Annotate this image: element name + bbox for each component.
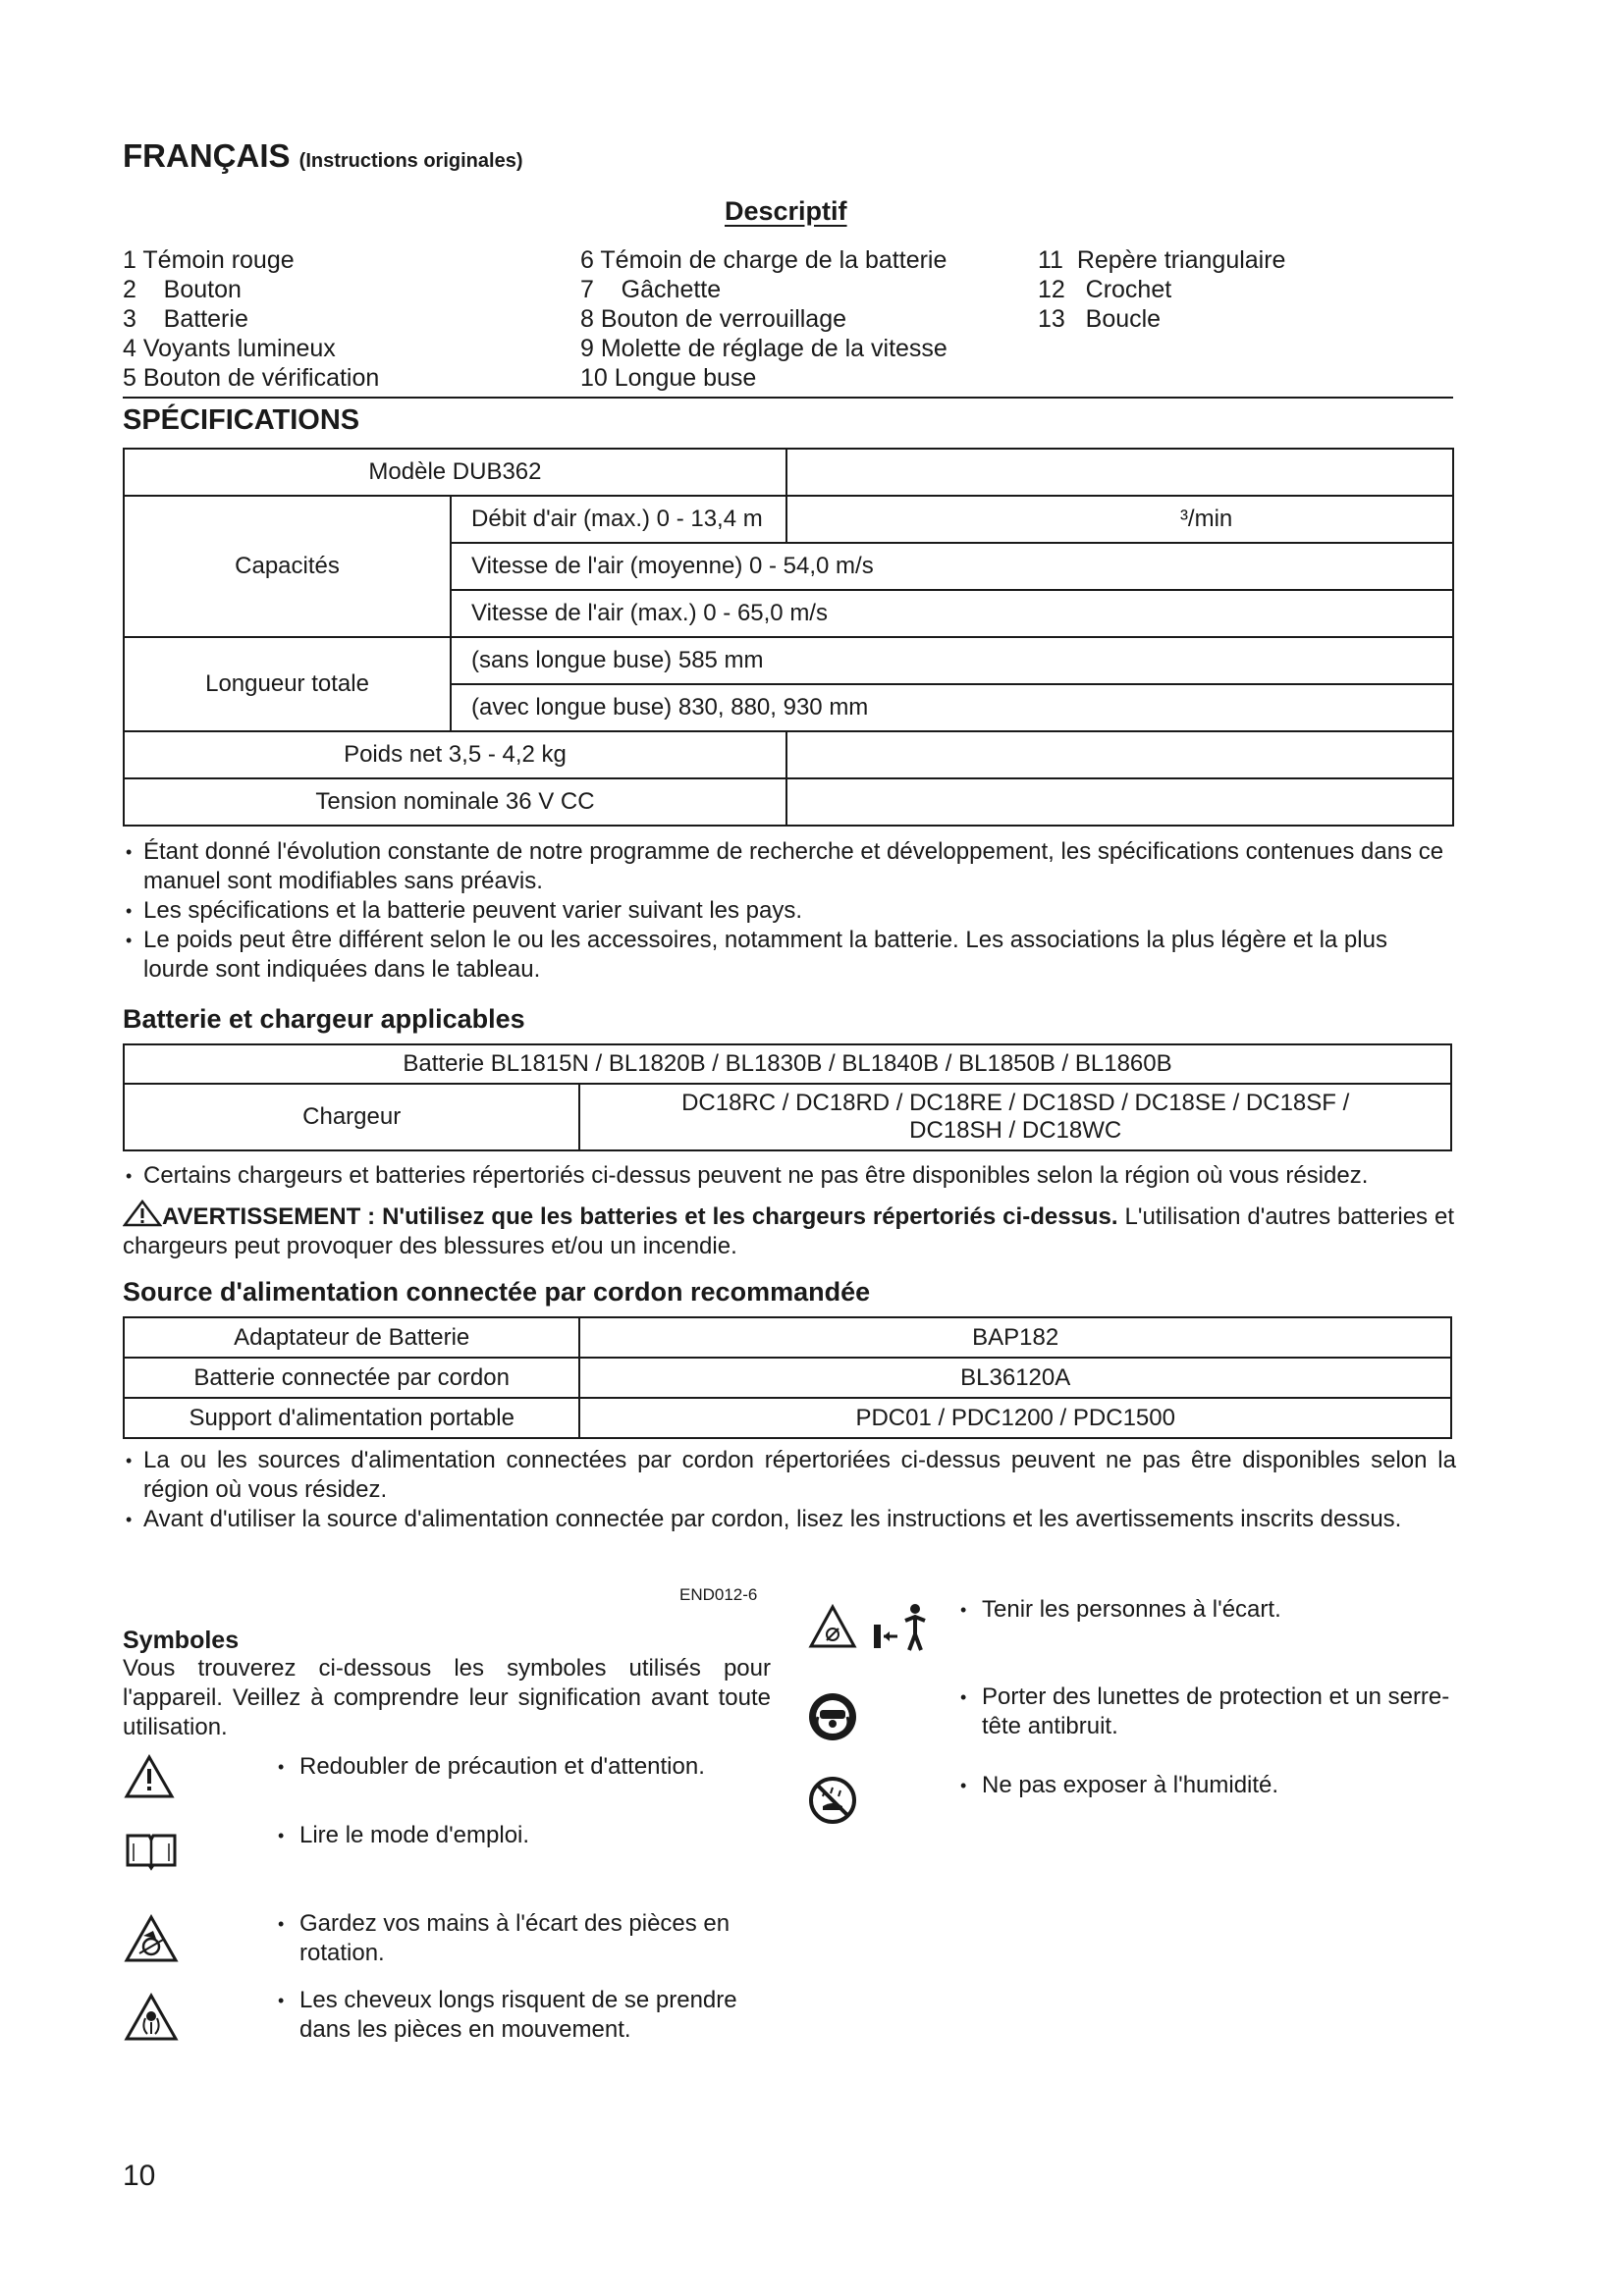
table-row	[124, 1398, 1451, 1438]
keep-bystanders-away-icon	[807, 1597, 935, 1656]
symbol-text: Redoubler de précaution et d'attention.	[299, 1753, 705, 1780]
battery-table	[123, 1043, 1452, 1151]
warning-paragraph	[123, 1200, 1454, 1261]
symbol-text: Tenir les personnes à l'écart.	[982, 1596, 1281, 1623]
debit-unit-cell	[786, 496, 1453, 543]
longueur-label: Longueur totale	[124, 637, 451, 731]
spec-notes	[126, 837, 1456, 985]
symbol-description: • Lire le mode d'emploi.	[278, 1822, 530, 1848]
charger-line-2: DC18SH / DC18WC	[909, 1117, 1122, 1144]
eye-ear-protection-icon	[807, 1691, 858, 1742]
poids-cell: Poids net 3,5 - 4,2 kg	[124, 731, 786, 778]
symbol-text: Les cheveux longs risquent de se prendre dans les pièces en mouvement.	[299, 1987, 737, 2043]
charger-label: Chargeur	[124, 1084, 579, 1150]
symbol-description: • Les cheveux longs risquent de se prendre dans les pièces en mouvement.	[278, 1987, 737, 2043]
descriptif-column-2	[580, 245, 947, 393]
list-item: 3 Batterie	[123, 305, 248, 333]
specifications-title: SPÉCIFICATIONS	[123, 404, 360, 436]
list-item: • Les spécifications et la batterie peuvent varier suivant les pays.	[126, 896, 1456, 926]
table-row	[124, 778, 1453, 826]
document-code: END012-6	[679, 1585, 758, 1604]
symbol-text: Gardez vos mains à l'écart des pièces en rotation.	[299, 1910, 731, 1966]
table-row	[124, 449, 1453, 496]
symbol-description: • Porter des lunettes de protection et un serre-tête antibruit.	[960, 1683, 1450, 1739]
source-value: PDC01 / PDC1200 / PDC1500	[579, 1398, 1451, 1438]
sans-buse-cell: (sans longue buse) 585 mm	[451, 637, 1453, 684]
descriptif-column-3	[1038, 245, 1285, 334]
source-label: Adaptateur de Batterie	[124, 1317, 579, 1358]
warning-triangle-icon	[124, 1754, 175, 1799]
capacites-label: Capacités	[124, 496, 451, 637]
table-row	[124, 637, 1453, 684]
source-label: Batterie connectée par cordon	[124, 1358, 579, 1398]
list-item: 5 Bouton de vérification	[123, 364, 380, 392]
symbol-text: Porter des lunettes de protection et un serre-tête antibruit.	[982, 1683, 1450, 1739]
warning-bold-text: AVERTISSEMENT : N'utilisez que les batteries et les chargeurs répertoriés ci-dessus.	[162, 1203, 1118, 1230]
warning-triangle-icon	[123, 1200, 162, 1227]
source-value: BL36120A	[579, 1358, 1451, 1398]
battery-note	[126, 1161, 1456, 1191]
vitesse-moyenne-cell: Vitesse de l'air (moyenne) 0 - 54,0 m/s	[451, 543, 1453, 590]
page-title	[123, 137, 522, 175]
page-number: 10	[123, 2160, 156, 2192]
list-item: 13 Boucle	[1038, 305, 1162, 333]
list-item: • Le poids peut être différent selon le ou les accessoires, notamment la batterie. Les associations la plus légère et la plus lourde sont indiquées dans le tableau.	[126, 926, 1456, 985]
symbol-description: • Tenir les personnes à l'écart.	[960, 1596, 1281, 1623]
long-hair-hazard-icon	[124, 1993, 179, 2042]
symbol-text: Ne pas exposer à l'humidité.	[982, 1772, 1279, 1798]
no-rain-icon	[807, 1775, 858, 1826]
table-row	[124, 1044, 1451, 1084]
table-row	[124, 731, 1453, 778]
rotating-parts-hand-icon	[124, 1914, 179, 1963]
table-row	[124, 1317, 1451, 1358]
list-item: • Avant d'utiliser la source d'alimentation connectée par cordon, lisez les instructions et les avertissements inscrits dessus.	[126, 1505, 1456, 1534]
list-item: 4 Voyants lumineux	[123, 335, 336, 362]
list-item: 11 Repère triangulaire	[1038, 246, 1286, 274]
charger-models	[579, 1084, 1451, 1150]
descriptif-title: Descriptif	[725, 196, 847, 226]
list-item: 9 Molette de réglage de la vitesse	[580, 335, 947, 362]
debit-cell	[451, 496, 786, 543]
language-heading: FRANÇAIS	[123, 137, 291, 174]
symbol-description: • Gardez vos mains à l'écart des pièces en rotation.	[278, 1910, 731, 1966]
symbol-description: • Ne pas exposer à l'humidité.	[960, 1772, 1279, 1798]
list-item: 8 Bouton de verrouillage	[580, 305, 847, 333]
list-item: 6 Témoin de charge de la batterie	[580, 246, 947, 274]
symbol-description: • Redoubler de précaution et d'attention.	[278, 1753, 705, 1780]
specifications-table	[123, 448, 1454, 827]
symbols-title: Symboles	[123, 1627, 240, 1654]
section-divider	[123, 397, 1453, 399]
descriptif-column-1	[123, 245, 379, 393]
list-item: 2 Bouton	[123, 276, 242, 303]
battery-row: Batterie BL1815N / BL1820B / BL1830B / BL1840B / BL1850B / BL1860B	[124, 1044, 1451, 1084]
table-row	[124, 496, 1453, 543]
model-cell: Modèle DUB362	[124, 449, 786, 496]
source-section-title: Source d'alimentation connectée par cordon recommandée	[123, 1277, 871, 1307]
empty-cell	[786, 778, 1453, 826]
source-value: BAP182	[579, 1317, 1451, 1358]
avec-buse-cell: (avec longue buse) 830, 880, 930 mm	[451, 684, 1453, 731]
list-item: • Étant donné l'évolution constante de notre programme de recherche et développement, les spécifications contenues dans ce manuel sont modifiables sans préavis.	[126, 837, 1456, 896]
tension-cell: Tension nominale 36 V CC	[124, 778, 786, 826]
source-label: Support d'alimentation portable	[124, 1398, 579, 1438]
symbol-text: Lire le mode d'emploi.	[299, 1822, 530, 1848]
symbols-intro: Vous trouverez ci-dessous les symboles utilisés pour l'appareil. Veillez à comprendre leur signification avant toute utilisation.	[123, 1655, 771, 1740]
list-item: 12 Crochet	[1038, 276, 1172, 303]
source-table	[123, 1316, 1452, 1439]
list-item: • Certains chargeurs et batteries répertoriés ci-dessus peuvent ne pas être disponibles selon la région où vous résidez.	[126, 1161, 1456, 1191]
debit-unit: ³/min	[1179, 506, 1233, 532]
empty-cell	[786, 449, 1453, 496]
debit-value: Débit d'air (max.) 0 - 13,4 m	[471, 506, 763, 532]
list-item: 7 Gâchette	[580, 276, 722, 303]
source-notes	[126, 1446, 1456, 1534]
table-row	[124, 1358, 1451, 1398]
list-item: 1 Témoin rouge	[123, 246, 295, 274]
vitesse-max-cell: Vitesse de l'air (max.) 0 - 65,0 m/s	[451, 590, 1453, 637]
table-row	[124, 1084, 1451, 1150]
language-subtitle: (Instructions originales)	[298, 150, 523, 172]
empty-cell	[786, 731, 1453, 778]
warning-text: L'utilisation d'autres batteries et chargeurs peut provoquer des blessures et/ou un incendie.	[123, 1203, 1454, 1259]
charger-line-1: DC18RC / DC18RD / DC18RE / DC18SD / DC18SE / DC18SF /	[681, 1090, 1350, 1116]
list-item: • La ou les sources d'alimentation connectées par cordon répertoriées ci-dessus peuvent ne pas être disponibles selon la région où vous résidez.	[126, 1446, 1456, 1505]
list-item: 10 Longue buse	[580, 364, 757, 392]
read-manual-book-icon	[124, 1830, 179, 1871]
battery-section-title: Batterie et chargeur applicables	[123, 1004, 525, 1034]
